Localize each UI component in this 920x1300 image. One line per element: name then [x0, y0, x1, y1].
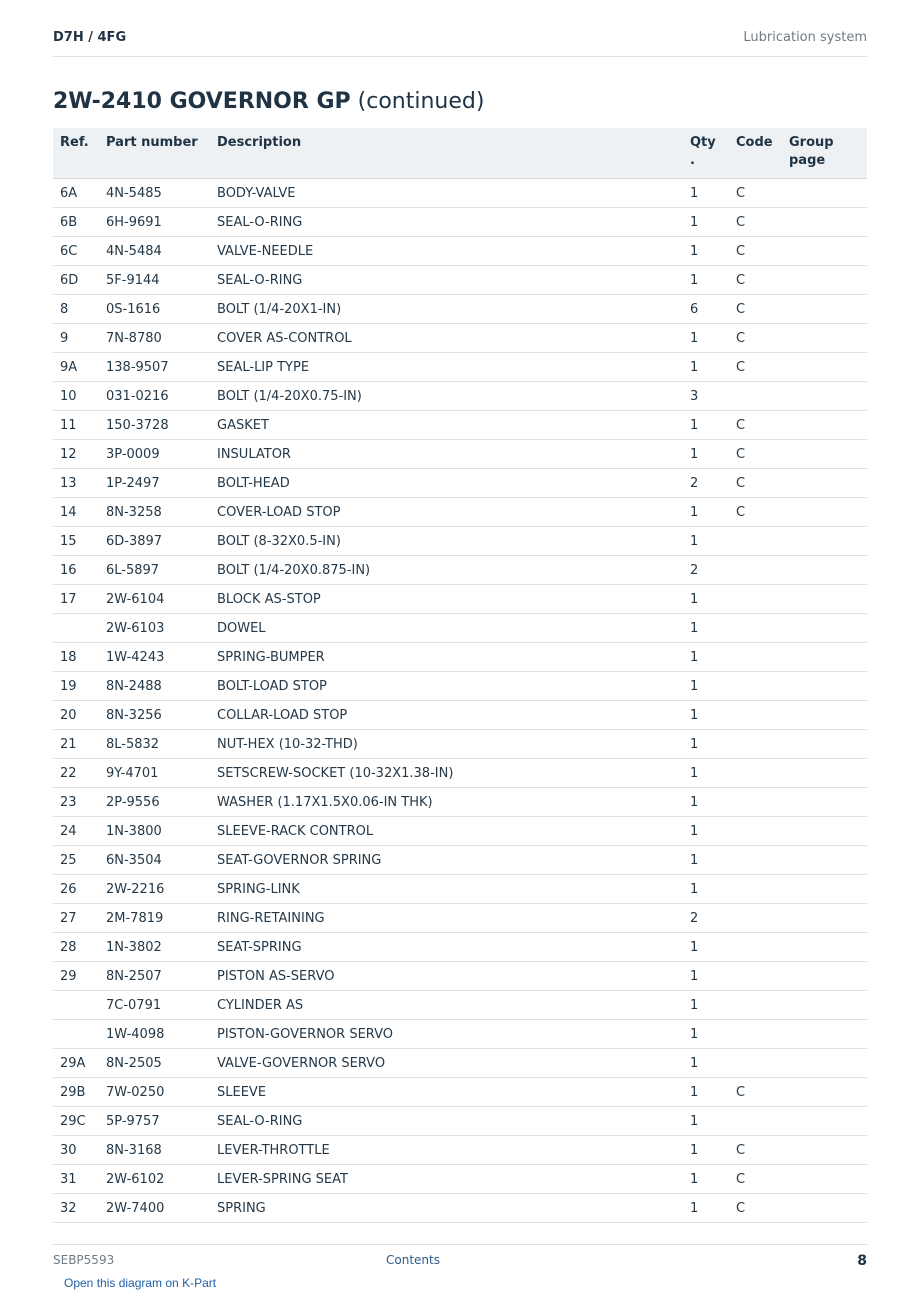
description-cell: SPRING — [210, 1194, 683, 1223]
code-cell: C — [729, 295, 782, 324]
column-header-part-number: Part number — [99, 128, 210, 179]
ref-cell: 20 — [53, 701, 99, 730]
code-cell — [729, 991, 782, 1020]
ref-cell: 25 — [53, 846, 99, 875]
code-cell — [729, 527, 782, 556]
qty-cell: 1 — [683, 846, 729, 875]
table-row — [53, 237, 867, 266]
page-number: 8 — [857, 1253, 867, 1269]
ref-cell: 6C — [53, 237, 99, 266]
table-row — [53, 179, 867, 208]
qty-cell: 1 — [683, 237, 729, 266]
code-cell: C — [729, 1194, 782, 1223]
qty-cell: 1 — [683, 933, 729, 962]
description-cell: SEAT-GOVERNOR SPRING — [210, 846, 683, 875]
group-page-cell — [782, 179, 867, 208]
code-cell — [729, 672, 782, 701]
contents-link[interactable]: Contents — [386, 1253, 440, 1267]
description-cell: SPRING-LINK — [210, 875, 683, 904]
code-cell: C — [729, 266, 782, 295]
qty-cell: 1 — [683, 1194, 729, 1223]
code-cell — [729, 875, 782, 904]
code-cell — [729, 701, 782, 730]
code-cell — [729, 730, 782, 759]
qty-cell: 1 — [683, 1049, 729, 1078]
table-row — [53, 556, 867, 585]
section-label: Lubrication system — [743, 30, 867, 45]
ref-cell: 24 — [53, 817, 99, 846]
part-number-cell: 1W-4243 — [99, 643, 210, 672]
group-page-cell — [782, 1020, 867, 1049]
part-number-cell: 6H-9691 — [99, 208, 210, 237]
part-number-cell: 031-0216 — [99, 382, 210, 411]
ref-cell: 14 — [53, 498, 99, 527]
table-row — [53, 1165, 867, 1194]
model-label: D7H / 4FG — [53, 30, 127, 45]
description-cell: WASHER (1.17X1.5X0.06-IN THK) — [210, 788, 683, 817]
open-diagram-link[interactable]: Open this diagram on K-Part — [64, 1276, 217, 1290]
qty-cell: 1 — [683, 759, 729, 788]
description-cell: NUT-HEX (10-32-THD) — [210, 730, 683, 759]
qty-cell: 1 — [683, 498, 729, 527]
qty-cell: 1 — [683, 1165, 729, 1194]
part-number-cell: 9Y-4701 — [99, 759, 210, 788]
table-row — [53, 527, 867, 556]
description-cell: BOLT-LOAD STOP — [210, 672, 683, 701]
table-row — [53, 875, 867, 904]
group-page-cell — [782, 527, 867, 556]
part-number-cell: 2M-7819 — [99, 904, 210, 933]
table-row — [53, 324, 867, 353]
ref-cell: 29 — [53, 962, 99, 991]
group-page-cell — [782, 643, 867, 672]
qty-cell: 2 — [683, 556, 729, 585]
code-cell — [729, 962, 782, 991]
qty-cell: 1 — [683, 672, 729, 701]
table-row — [53, 933, 867, 962]
part-number-cell: 7C-0791 — [99, 991, 210, 1020]
column-header-ref: Ref. — [53, 128, 99, 179]
table-row — [53, 904, 867, 933]
description-cell: SETSCREW-SOCKET (10-32X1.38-IN) — [210, 759, 683, 788]
qty-cell: 1 — [683, 208, 729, 237]
group-page-cell — [782, 788, 867, 817]
qty-cell: 1 — [683, 875, 729, 904]
part-number-cell: 2W-6102 — [99, 1165, 210, 1194]
group-page-cell — [782, 353, 867, 382]
group-page-cell — [782, 556, 867, 585]
part-number-cell: 5P-9757 — [99, 1107, 210, 1136]
ref-cell: 32 — [53, 1194, 99, 1223]
group-page-cell — [782, 295, 867, 324]
code-cell: C — [729, 208, 782, 237]
qty-cell: 1 — [683, 324, 729, 353]
description-cell: SPRING-BUMPER — [210, 643, 683, 672]
part-number-cell: 8N-3256 — [99, 701, 210, 730]
ref-cell: 31 — [53, 1165, 99, 1194]
group-page-cell — [782, 962, 867, 991]
group-page-cell — [782, 440, 867, 469]
ref-cell: 22 — [53, 759, 99, 788]
description-cell: BOLT (8-32X0.5-IN) — [210, 527, 683, 556]
table-header-row — [53, 128, 867, 179]
group-page-cell — [782, 208, 867, 237]
description-cell: BODY-VALVE — [210, 179, 683, 208]
parts-table — [53, 128, 867, 1223]
qty-cell: 1 — [683, 962, 729, 991]
parts-table-body — [53, 179, 867, 1223]
code-cell — [729, 759, 782, 788]
continued-label: (continued) — [357, 89, 485, 114]
ref-cell: 10 — [53, 382, 99, 411]
qty-cell: 1 — [683, 1020, 729, 1049]
description-cell: INSULATOR — [210, 440, 683, 469]
table-row — [53, 469, 867, 498]
part-number-cell: 1N-3800 — [99, 817, 210, 846]
code-cell: C — [729, 411, 782, 440]
group-page-cell — [782, 759, 867, 788]
qty-cell: 1 — [683, 643, 729, 672]
part-number-cell: 8N-2488 — [99, 672, 210, 701]
code-cell — [729, 1049, 782, 1078]
code-cell: C — [729, 237, 782, 266]
qty-cell: 1 — [683, 585, 729, 614]
code-cell — [729, 1107, 782, 1136]
table-row — [53, 208, 867, 237]
code-cell: C — [729, 469, 782, 498]
group-page-cell — [782, 933, 867, 962]
ref-cell: 15 — [53, 527, 99, 556]
qty-cell: 1 — [683, 614, 729, 643]
group-page-cell — [782, 585, 867, 614]
ref-cell: 28 — [53, 933, 99, 962]
part-number-cell: 0S-1616 — [99, 295, 210, 324]
part-number-cell: 4N-5485 — [99, 179, 210, 208]
qty-cell: 3 — [683, 382, 729, 411]
group-page-cell — [782, 1194, 867, 1223]
code-cell: C — [729, 440, 782, 469]
table-row — [53, 672, 867, 701]
table-row — [53, 1136, 867, 1165]
part-number-cell: 6L-5897 — [99, 556, 210, 585]
table-row — [53, 788, 867, 817]
ref-cell: 29C — [53, 1107, 99, 1136]
description-cell: LEVER-THROTTLE — [210, 1136, 683, 1165]
ref-cell: 9A — [53, 353, 99, 382]
ref-cell: 9 — [53, 324, 99, 353]
part-number-cell: 138-9507 — [99, 353, 210, 382]
group-page-cell — [782, 875, 867, 904]
ref-cell: 6B — [53, 208, 99, 237]
code-cell — [729, 556, 782, 585]
ref-cell: 16 — [53, 556, 99, 585]
description-cell: COLLAR-LOAD STOP — [210, 701, 683, 730]
code-cell — [729, 846, 782, 875]
group-page-cell — [782, 324, 867, 353]
ref-cell: 18 — [53, 643, 99, 672]
ref-cell: 17 — [53, 585, 99, 614]
column-header-description: Description — [210, 128, 683, 179]
qty-cell: 1 — [683, 527, 729, 556]
description-cell: SLEEVE — [210, 1078, 683, 1107]
table-row — [53, 266, 867, 295]
code-cell — [729, 643, 782, 672]
group-page-cell — [782, 730, 867, 759]
description-cell: BOLT-HEAD — [210, 469, 683, 498]
group-page-cell — [782, 1165, 867, 1194]
table-row — [53, 701, 867, 730]
part-number-cell: 3P-0009 — [99, 440, 210, 469]
ref-cell: 8 — [53, 295, 99, 324]
table-row — [53, 411, 867, 440]
table-row — [53, 498, 867, 527]
table-row — [53, 1107, 867, 1136]
code-cell: C — [729, 1136, 782, 1165]
code-cell — [729, 788, 782, 817]
code-cell: C — [729, 179, 782, 208]
ref-cell: 30 — [53, 1136, 99, 1165]
description-cell: CYLINDER AS — [210, 991, 683, 1020]
table-row — [53, 1194, 867, 1223]
group-page-cell — [782, 382, 867, 411]
table-row — [53, 643, 867, 672]
qty-cell: 6 — [683, 295, 729, 324]
group-title: 2W-2410 GOVERNOR GP — [53, 89, 351, 114]
code-cell: C — [729, 324, 782, 353]
table-row — [53, 1049, 867, 1078]
code-cell — [729, 1020, 782, 1049]
ref-cell — [53, 1020, 99, 1049]
description-cell: SEAL-O-RING — [210, 266, 683, 295]
part-number-cell: 4N-5484 — [99, 237, 210, 266]
table-row — [53, 585, 867, 614]
code-cell: C — [729, 1165, 782, 1194]
part-number-cell: 6D-3897 — [99, 527, 210, 556]
description-cell: BLOCK AS-STOP — [210, 585, 683, 614]
description-cell: SEAT-SPRING — [210, 933, 683, 962]
table-row — [53, 730, 867, 759]
table-row — [53, 382, 867, 411]
qty-cell: 1 — [683, 788, 729, 817]
qty-cell: 1 — [683, 266, 729, 295]
column-header-group-page: Group page — [782, 128, 867, 179]
part-number-cell: 8N-3258 — [99, 498, 210, 527]
group-page-cell — [782, 904, 867, 933]
code-cell: C — [729, 498, 782, 527]
ref-cell: 12 — [53, 440, 99, 469]
ref-cell: 27 — [53, 904, 99, 933]
part-number-cell: 7W-0250 — [99, 1078, 210, 1107]
part-number-cell: 8N-3168 — [99, 1136, 210, 1165]
part-number-cell: 150-3728 — [99, 411, 210, 440]
description-cell: VALVE-NEEDLE — [210, 237, 683, 266]
description-cell: SLEEVE-RACK CONTROL — [210, 817, 683, 846]
ref-cell — [53, 614, 99, 643]
column-header-code: Code — [729, 128, 782, 179]
qty-cell: 1 — [683, 411, 729, 440]
group-page-cell — [782, 1107, 867, 1136]
page-title — [53, 89, 484, 114]
code-cell: C — [729, 1078, 782, 1107]
part-number-cell: 8N-2507 — [99, 962, 210, 991]
table-row — [53, 759, 867, 788]
ref-cell: 23 — [53, 788, 99, 817]
part-number-cell: 1W-4098 — [99, 1020, 210, 1049]
qty-cell: 1 — [683, 1078, 729, 1107]
page-header — [53, 28, 867, 57]
ref-cell: 26 — [53, 875, 99, 904]
description-cell: DOWEL — [210, 614, 683, 643]
qty-cell: 1 — [683, 730, 729, 759]
table-row — [53, 440, 867, 469]
group-page-cell — [782, 817, 867, 846]
qty-cell: 1 — [683, 353, 729, 382]
part-number-cell: 2W-6103 — [99, 614, 210, 643]
table-row — [53, 962, 867, 991]
description-cell: PISTON AS-SERVO — [210, 962, 683, 991]
qty-cell: 1 — [683, 440, 729, 469]
qty-cell: 2 — [683, 469, 729, 498]
part-number-cell: 7N-8780 — [99, 324, 210, 353]
qty-cell: 1 — [683, 1136, 729, 1165]
table-row — [53, 1020, 867, 1049]
table-row — [53, 295, 867, 324]
ref-cell: 6D — [53, 266, 99, 295]
group-page-cell — [782, 991, 867, 1020]
group-page-cell — [782, 266, 867, 295]
qty-cell: 1 — [683, 1107, 729, 1136]
table-row — [53, 1078, 867, 1107]
code-cell — [729, 614, 782, 643]
group-page-cell — [782, 701, 867, 730]
ref-cell: 29A — [53, 1049, 99, 1078]
qty-cell: 1 — [683, 179, 729, 208]
description-cell: PISTON-GOVERNOR SERVO — [210, 1020, 683, 1049]
description-cell: SEAL-LIP TYPE — [210, 353, 683, 382]
description-cell: BOLT (1/4-20X0.875-IN) — [210, 556, 683, 585]
code-cell — [729, 817, 782, 846]
code-cell — [729, 904, 782, 933]
part-number-cell: 8L-5832 — [99, 730, 210, 759]
description-cell: COVER AS-CONTROL — [210, 324, 683, 353]
description-cell: BOLT (1/4-20X0.75-IN) — [210, 382, 683, 411]
part-number-cell: 2W-2216 — [99, 875, 210, 904]
description-cell: SEAL-O-RING — [210, 1107, 683, 1136]
qty-cell: 1 — [683, 701, 729, 730]
part-number-cell: 2W-7400 — [99, 1194, 210, 1223]
ref-cell: 19 — [53, 672, 99, 701]
group-page-cell — [782, 846, 867, 875]
part-number-cell: 6N-3504 — [99, 846, 210, 875]
part-number-cell: 1P-2497 — [99, 469, 210, 498]
table-row — [53, 817, 867, 846]
ref-cell — [53, 991, 99, 1020]
column-header-qty: Qty . — [683, 128, 729, 179]
table-row — [53, 991, 867, 1020]
group-page-cell — [782, 1136, 867, 1165]
group-page-cell — [782, 411, 867, 440]
ref-cell: 13 — [53, 469, 99, 498]
description-cell: LEVER-SPRING SEAT — [210, 1165, 683, 1194]
group-page-cell — [782, 498, 867, 527]
description-cell: BOLT (1/4-20X1-IN) — [210, 295, 683, 324]
document-id: SEBP5593 — [53, 1253, 115, 1267]
group-page-cell — [782, 469, 867, 498]
page-footer — [53, 1244, 867, 1275]
part-number-cell: 2W-6104 — [99, 585, 210, 614]
table-row — [53, 614, 867, 643]
description-cell: COVER-LOAD STOP — [210, 498, 683, 527]
group-page-cell — [782, 237, 867, 266]
qty-cell: 1 — [683, 991, 729, 1020]
code-cell — [729, 585, 782, 614]
ref-cell: 6A — [53, 179, 99, 208]
group-page-cell — [782, 614, 867, 643]
description-cell: VALVE-GOVERNOR SERVO — [210, 1049, 683, 1078]
group-page-cell — [782, 672, 867, 701]
description-cell: SEAL-O-RING — [210, 208, 683, 237]
description-cell: RING-RETAINING — [210, 904, 683, 933]
part-number-cell: 1N-3802 — [99, 933, 210, 962]
table-row — [53, 846, 867, 875]
qty-cell: 2 — [683, 904, 729, 933]
ref-cell: 21 — [53, 730, 99, 759]
part-number-cell: 5F-9144 — [99, 266, 210, 295]
code-cell — [729, 382, 782, 411]
code-cell: C — [729, 353, 782, 382]
part-number-cell: 2P-9556 — [99, 788, 210, 817]
qty-cell: 1 — [683, 817, 729, 846]
part-number-cell: 8N-2505 — [99, 1049, 210, 1078]
ref-cell: 11 — [53, 411, 99, 440]
ref-cell: 29B — [53, 1078, 99, 1107]
table-row — [53, 353, 867, 382]
code-cell — [729, 933, 782, 962]
group-page-cell — [782, 1049, 867, 1078]
description-cell: GASKET — [210, 411, 683, 440]
group-page-cell — [782, 1078, 867, 1107]
